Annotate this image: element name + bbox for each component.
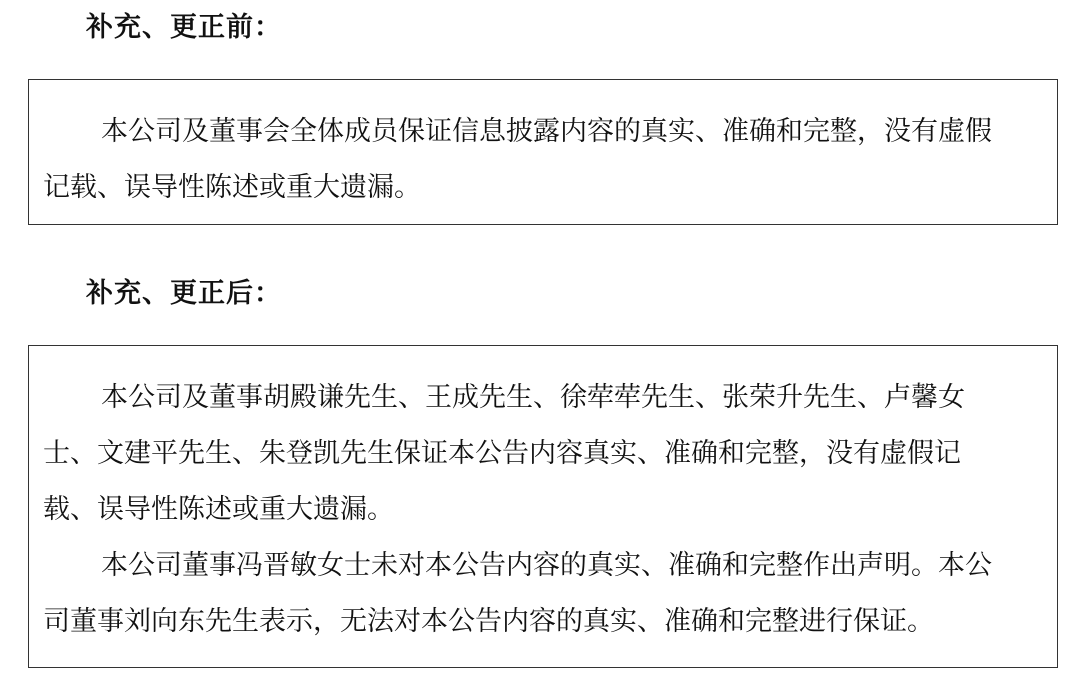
section-heading-before: 补充、更正前： [86, 12, 282, 43]
paragraph-line: 司董事刘向东先生表示，无法对本公告内容的真实、准确和完整进行保证。 [43, 606, 934, 637]
paragraph-line: 士、文建平先生、朱登凯先生保证本公告内容真实、准确和完整，没有虚假记 [43, 438, 961, 469]
paragraph-line: 本公司董事冯晋敏女士未对本公告内容的真实、准确和完整作出声明。本公 [101, 550, 992, 581]
statement-paragraph [43, 104, 1043, 216]
statement-paragraph-directors [43, 370, 1043, 538]
section-heading-after: 补充、更正后： [86, 278, 282, 309]
statement-paragraph-exceptions [43, 538, 1043, 650]
paragraph-line: 记载、误导性陈述或重大遗漏。 [43, 172, 421, 203]
statement-box-before [28, 79, 1058, 225]
paragraph-line: 本公司及董事会全体成员保证信息披露内容的真实、准确和完整，没有虚假 [101, 116, 992, 147]
statement-box-after [28, 345, 1058, 668]
paragraph-line: 载、误导性陈述或重大遗漏。 [43, 494, 394, 525]
paragraph-line: 本公司及董事胡殿谦先生、王成先生、徐荦荦先生、张荣升先生、卢馨女 [101, 382, 965, 413]
